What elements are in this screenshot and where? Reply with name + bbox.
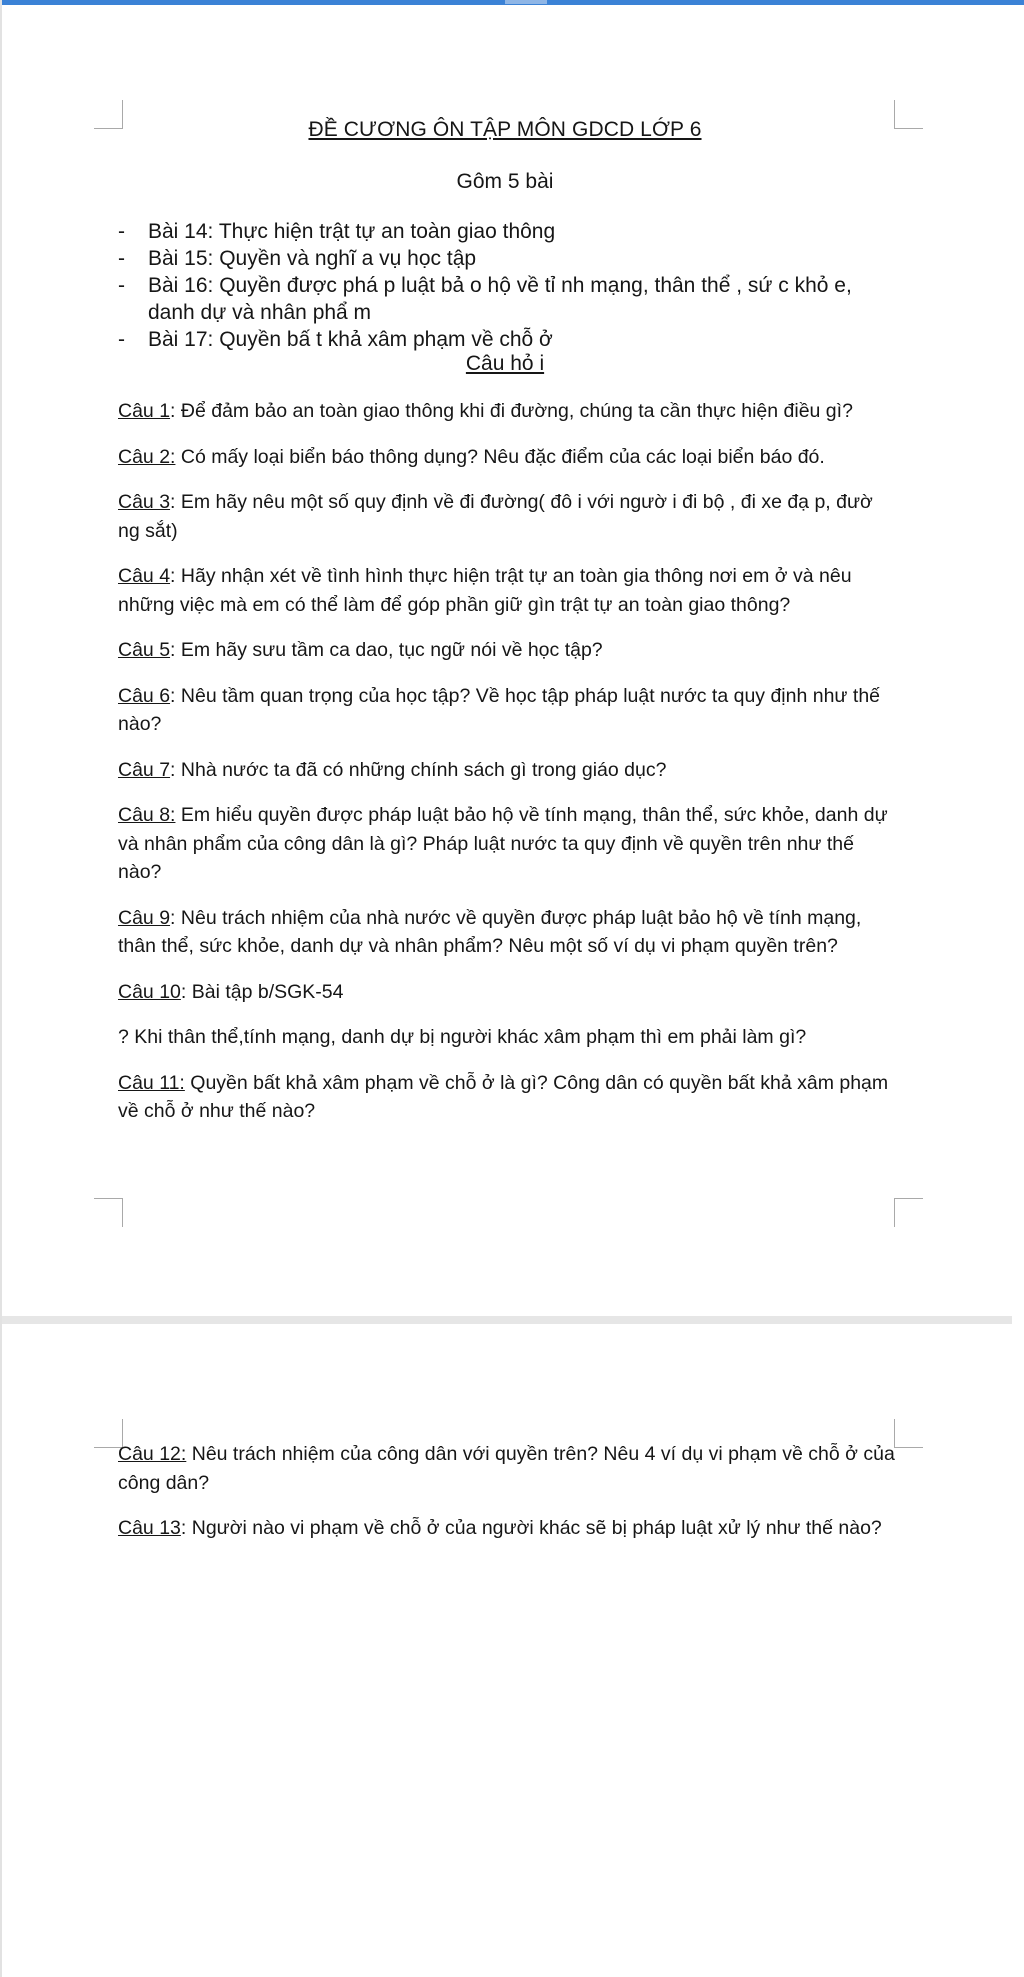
question-item: Câu 9: Nêu trách nhiệm của nhà nước về quyền được pháp luật bảo hộ về tính mạng, thân thể, sức khỏe, danh dự và nhân phẩm? Nêu một số ví dụ vi phạm quyền trên? bbox=[118, 906, 862, 957]
question-item: Câu 11: Quyền bất khả xâm phạm về chỗ ở là gì? Công dân có quyền bất khả xâm phạm về chỗ ở như thế nào? bbox=[118, 1071, 889, 1122]
question-item: Câu 3: Em hãy nêu một số quy định về đi đường( đô i với ngườ i đi bộ , đi xe đạ p, đườ ng sắt) bbox=[118, 491, 873, 542]
lesson-item: - Bài 14: Thực hiện trật tự an toàn giao thông bbox=[118, 220, 556, 243]
question-item: Câu 4: Hãy nhận xét về tình hình thực hiện trật tự an toàn gia thông nơi em ở và nêu những việc mà em có thể làm để góp phần giữ gìn trật tự an toàn giao thông? bbox=[118, 565, 852, 616]
margin-corner-top-right bbox=[894, 1419, 923, 1448]
lesson-list bbox=[118, 218, 888, 353]
question-item: Câu 10: Bài tập b/SGK-54 bbox=[118, 980, 344, 1003]
lesson-item: - Bài 17: Quyền bấ t khả xâm phạm về chỗ ở bbox=[118, 328, 553, 351]
question-item: Câu 7: Nhà nước ta đã có những chính sách gì trong giáo dục? bbox=[118, 758, 667, 781]
question-item: Câu 6: Nêu tầm quan trọng của học tập? Về học tập pháp luật nước ta quy định như thế nào? bbox=[118, 684, 881, 735]
question-list-page-1 bbox=[118, 397, 898, 1143]
questions-heading: Câu hỏ i bbox=[465, 352, 545, 375]
question-item: Câu 2: Có mấy loại biển báo thông dụng? Nêu đặc điểm của các loại biển báo đó. bbox=[118, 445, 825, 468]
margin-corner-bottom-right bbox=[894, 1198, 923, 1227]
lesson-item: - Bài 16: Quyền được phá p luật bả o hộ về tỉ nh mạng, thân thể , sứ c khỏ e, danh dự và nhân phẩ m bbox=[118, 274, 852, 324]
document-subtitle: Gôm 5 bài bbox=[456, 170, 554, 193]
question-list-page-2 bbox=[118, 1440, 898, 1560]
scroll-position-indicator bbox=[505, 0, 547, 4]
margin-corner-bottom-left bbox=[94, 1198, 123, 1227]
question-item: Câu 1: Để đảm bảo an toàn giao thông khi đi đường, chúng ta cần thực hiện điều gì? bbox=[118, 400, 853, 422]
question-item: ? Khi thân thể,tính mạng, danh dự bị người khác xâm phạm thì em phải làm gì? bbox=[118, 1026, 807, 1048]
question-item: Câu 5: Em hãy sưu tầm ca dao, tục ngữ nói về học tập? bbox=[118, 639, 603, 661]
page-separator bbox=[2, 1316, 1012, 1324]
document-page-2[interactable] bbox=[2, 1324, 1012, 1977]
question-item: Câu 13: Người nào vi phạm về chỗ ở của người khác sẽ bị pháp luật xử lý như thế nào? bbox=[118, 1517, 882, 1539]
lesson-item: - Bài 15: Quyền và nghĩ a vụ học tập bbox=[118, 247, 477, 270]
question-item: Câu 12: Nêu trách nhiệm của công dân với quyền trên? Nêu 4 ví dụ vi phạm về chỗ ở của công dân? bbox=[118, 1443, 895, 1494]
document-title: ĐỀ CƯƠNG ÔN TẬP MÔN GDCD LỚP 6 bbox=[308, 118, 702, 141]
question-item: Câu 8: Em hiểu quyền được pháp luật bảo hộ về tính mạng, thân thể, sức khỏe, danh dự và nhân phẩm của công dân là gì? Pháp luật nước ta quy định về quyền trên như thế nào? bbox=[118, 804, 888, 883]
